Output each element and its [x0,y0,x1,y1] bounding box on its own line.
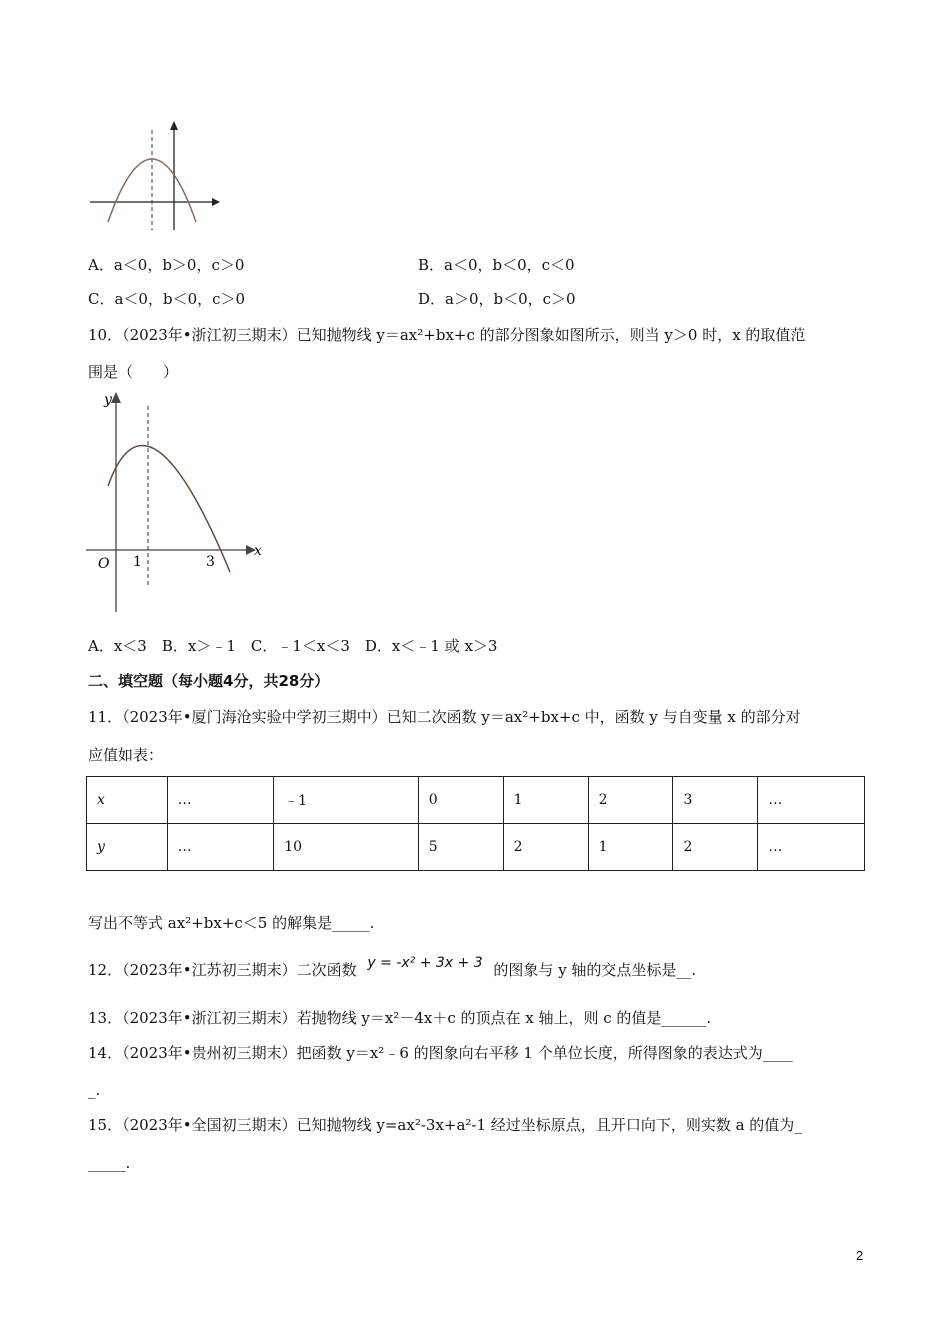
q9-option-d: D．a＞0，b＜0，c＞0 [418,290,576,308]
q11-stem-line2: 应值如表： [88,746,164,764]
q10-origin-label: O [98,556,110,572]
q11-inequality: 写出不等式 ax²+bx+c＜5 的解集是_____. [88,914,375,932]
q10-y-label: y [104,392,112,408]
q9-graph [86,118,226,234]
q9-option-a: A．a＜0，b＞0，c＞0 [88,256,245,274]
table-cell: 0 [418,777,503,824]
q10-y-arrow-icon [111,392,121,403]
q14-stem-line2: _. [88,1081,101,1099]
table-cell: 10 [274,824,419,871]
table-cell: 2 [503,824,588,871]
q10-stem-line2: 围是（ ） [88,363,179,381]
q9-x-arrow-icon [212,198,220,206]
q9-option-c: C．a＜0，b＜0，c＞0 [88,290,246,308]
q13-stem: 13．（2023年•浙江初三期末）若抛物线 y＝x²－4x＋c 的顶点在 x 轴上，则 c 的值是______. [88,1009,712,1027]
table-row [87,824,865,871]
table-cell: 2 [673,824,758,871]
q10-options: A．x＜3 B．x＞﹣1 C．﹣1＜x＜3 D．x＜﹣1 或 x＞3 [88,637,498,655]
q12-stem [88,955,697,981]
q10-stem-line1: 10．（2023年•浙江初三期末）已知抛物线 y＝ax²+bx+c 的部分图象如图所示，则当 y＞0 时，x 的取值范 [88,326,806,344]
q9-option-b: B．a＜0，b＜0，c＜0 [418,256,575,274]
q11-stem-line1: 11．（2023年•厦门海沧实验中学初三期中）已知二次函数 y＝ax²+bx+c 中，函数 y 与自变量 x 的部分对 [88,708,801,726]
value-table [86,776,865,871]
table-cell: 1 [503,777,588,824]
table-cell: ﹣1 [274,777,419,824]
table-cell: … [758,824,865,871]
q14-stem-line1: 14．（2023年•贵州初三期末）把函数 y＝x²﹣6 的图象向右平移 1 个单位长度，所得图象的表达式为____ [88,1044,793,1062]
section-title: 二、填空题（每小题4分，共28分） [88,672,330,690]
table-cell: … [167,824,274,871]
table-cell: 2 [588,777,673,824]
table-cell: … [758,777,865,824]
table-cell: y [87,824,168,871]
table-cell: x [87,777,168,824]
q10-x-label: x [254,543,262,559]
q12-prefix: 12．（2023年•江苏初三期末）二次函数 [88,961,357,979]
table-cell: 3 [673,777,758,824]
table-cell: 1 [588,824,673,871]
q10-tick-1: 1 [133,554,142,570]
q15-stem-line1: 15．（2023年•全国初三期末）已知抛物线 y=ax²-3x+a²-1 经过坐标原点，且开口向下，则实数 a 的值为_ [88,1116,802,1134]
q9-y-arrow-icon [170,121,178,130]
table-row [87,777,865,824]
q15-stem-line2: _____. [88,1154,131,1172]
q12-formula: y = -x² + 3x + 3 [367,955,483,971]
q10-tick-3: 3 [206,554,215,570]
table-cell: 5 [418,824,503,871]
page-number: 2 [856,1248,864,1263]
q10-graph [86,388,276,614]
table-cell: … [167,777,274,824]
q12-suffix: 的图象与 y 轴的交点坐标是__. [493,961,697,979]
